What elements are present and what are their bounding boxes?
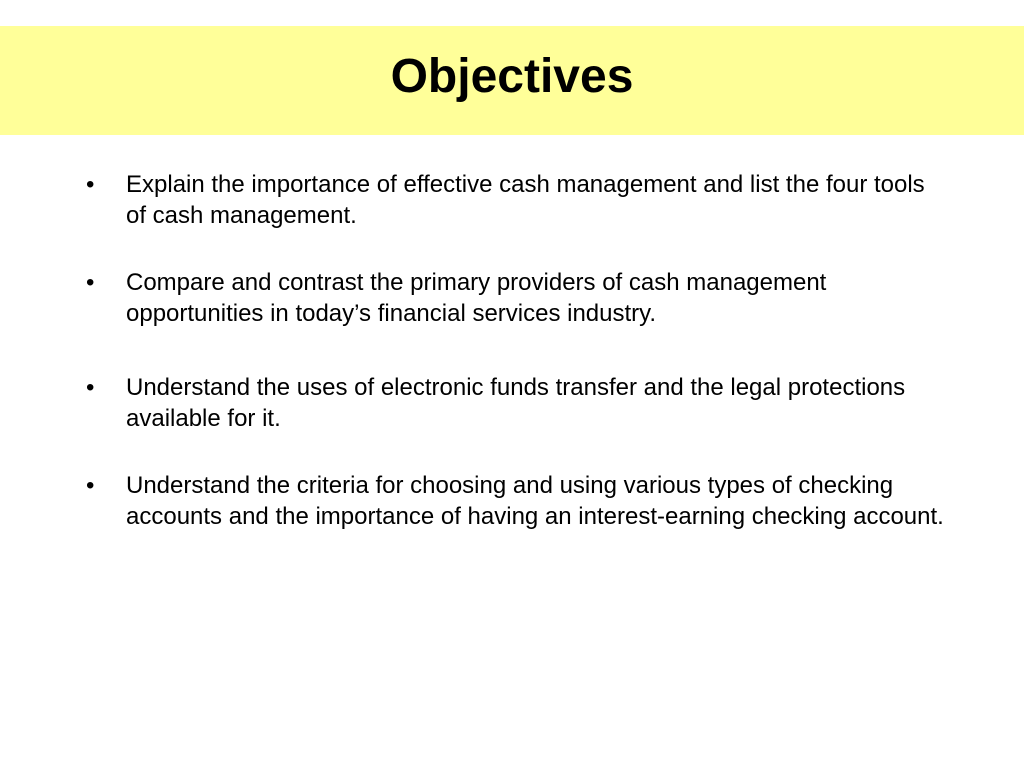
bullet-icon: • xyxy=(86,472,95,499)
bullet-icon: • xyxy=(86,269,95,296)
slide-title: Objectives xyxy=(390,49,634,103)
objective-item xyxy=(86,372,946,434)
objective-item xyxy=(86,267,946,329)
objective-item xyxy=(86,169,946,231)
objective-text: Explain the importance of effective cash management and list the four tools of cash management. xyxy=(126,171,925,229)
bullet-icon: • xyxy=(86,374,95,401)
objective-item xyxy=(86,470,946,532)
objective-text: Compare and contrast the primary providers of cash management opportunities in today’s financial services industry. xyxy=(126,269,827,327)
objective-text: Understand the criteria for choosing and using various types of checking accounts and the importance of having an interest-earning checking account. xyxy=(126,472,944,530)
bullet-icon: • xyxy=(86,171,95,198)
objective-text: Understand the uses of electronic funds transfer and the legal protections available for it. xyxy=(126,374,906,432)
